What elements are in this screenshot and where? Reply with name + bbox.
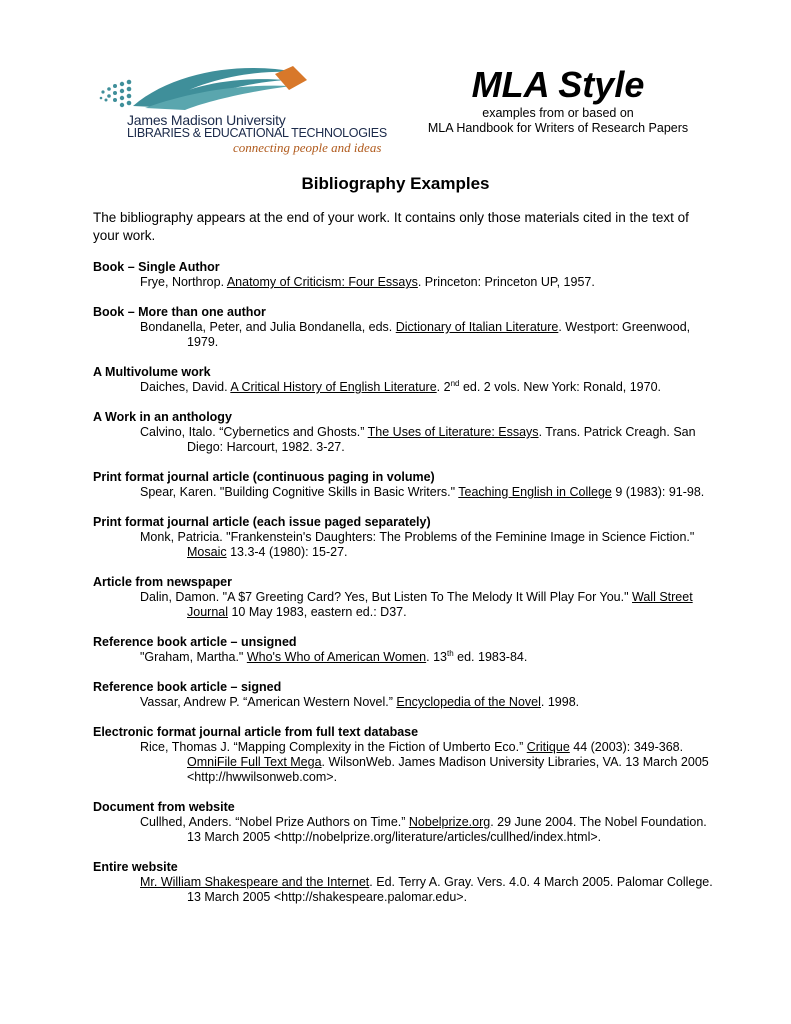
section-heading: Print format journal article (each issue paged separately) — [93, 515, 431, 529]
section-entire-website — [93, 860, 713, 905]
page-title: Bibliography Examples — [301, 174, 490, 193]
section-heading: Print format journal article (continuous paging in volume) — [93, 470, 435, 484]
citation-entry: Frye, Northrop. Anatomy of Criticism: Four Essays. Princeton: Princeton UP, 1957. — [140, 275, 595, 289]
citation-entry: Mr. William Shakespeare and the Internet. Ed. Terry A. Gray. Vers. 4.0. 4 March 2005. Palomar College. 13 March 2005 <http://shakespeare.palomar.edu>. — [140, 875, 713, 904]
citation-entry: Calvino, Italo. “Cybernetics and Ghosts.” The Uses of Literature: Essays. Trans. Patrick Creagh. San Diego: Harcourt, 1982. 3-27. — [140, 425, 696, 454]
section-website-document — [93, 800, 713, 845]
section-book-single-author — [93, 260, 713, 290]
section-heading: Reference book article – signed — [93, 680, 282, 694]
section-heading: Article from newspaper — [93, 575, 232, 589]
logo-university-name: James Madison University — [127, 112, 286, 128]
header-subtitle-2: MLA Handbook for Writers of Research Papers — [427, 121, 689, 135]
jmu-logo — [95, 62, 395, 162]
section-multivolume-work — [93, 365, 713, 395]
section-heading: Entire website — [93, 860, 178, 874]
citation-entry: Rice, Thomas J. “Mapping Complexity in the Fiction of Umberto Eco.” Critique 44 (2003): 349-368. OmniFile Full Text Mega. WilsonWeb. James Madison University Libraries, VA. 13 March 2005 <http://hwwilsonweb.com>. — [140, 740, 709, 784]
section-work-in-anthology — [93, 410, 713, 455]
header-subtitle-1: examples from or based on — [482, 106, 634, 120]
section-heading: Electronic format journal article from full text database — [93, 725, 419, 739]
citation-entry: "Graham, Martha." Who's Who of American Women. 13th ed. 1983-84. — [140, 648, 528, 664]
citation-entry: Bondanella, Peter, and Julia Bondanella, eds. Dictionary of Italian Literature. Westport: Greenwood, 1979. — [140, 320, 691, 349]
citation-entry: Cullhed, Anders. “Nobel Prize Authors on Time.” Nobelprize.org. 29 June 2004. The Nobel Foundation. 13 March 2005 <http://nobelprize.org/literature/articles/cullhed/index.html>. — [140, 815, 707, 844]
logo-department-name: LIBRARIES & EDUCATIONAL TECHNOLOGIES — [127, 126, 387, 140]
section-electronic-journal — [93, 725, 713, 785]
section-newspaper-article — [93, 575, 713, 620]
section-heading: A Multivolume work — [93, 365, 211, 379]
section-heading: Document from website — [93, 800, 235, 814]
document-title: MLA Style — [471, 64, 645, 105]
section-book-multiple-authors — [93, 305, 713, 350]
logo-tagline: connecting people and ideas — [233, 140, 382, 155]
section-journal-continuous — [93, 470, 713, 500]
section-journal-separate — [93, 515, 713, 560]
examples-list — [93, 260, 713, 920]
citation-entry: Daiches, David. A Critical History of English Literature. 2nd ed. 2 vols. New York: Ronald, 1970. — [140, 378, 661, 394]
section-reference-unsigned — [93, 635, 713, 665]
citation-entry: Monk, Patricia. "Frankenstein's Daughters: The Problems of the Feminine Image in Science Fiction." Mosaic 13.3-4 (1980): 15-27. — [140, 530, 695, 559]
section-heading: Book – Single Author — [93, 260, 220, 274]
section-reference-signed — [93, 680, 713, 710]
intro-paragraph: The bibliography appears at the end of your work. It contains only those materials cited in the text of your work. — [93, 210, 689, 243]
section-heading: A Work in an anthology — [93, 410, 232, 424]
citation-entry: Spear, Karen. "Building Cognitive Skills in Basic Writers." Teaching English in College 9 (1983): 91-98. — [140, 485, 705, 499]
section-heading: Reference book article – unsigned — [93, 635, 297, 649]
citation-entry: Vassar, Andrew P. “American Western Novel.” Encyclopedia of the Novel. 1998. — [140, 695, 580, 709]
document-header — [418, 64, 698, 136]
citation-entry: Dalin, Damon. "A $7 Greeting Card? Yes, But Listen To The Melody It Will Play For You." Wall Street Journal 10 May 1983, eastern ed.: D37. — [140, 590, 693, 619]
section-heading: Book – More than one author — [93, 305, 266, 319]
